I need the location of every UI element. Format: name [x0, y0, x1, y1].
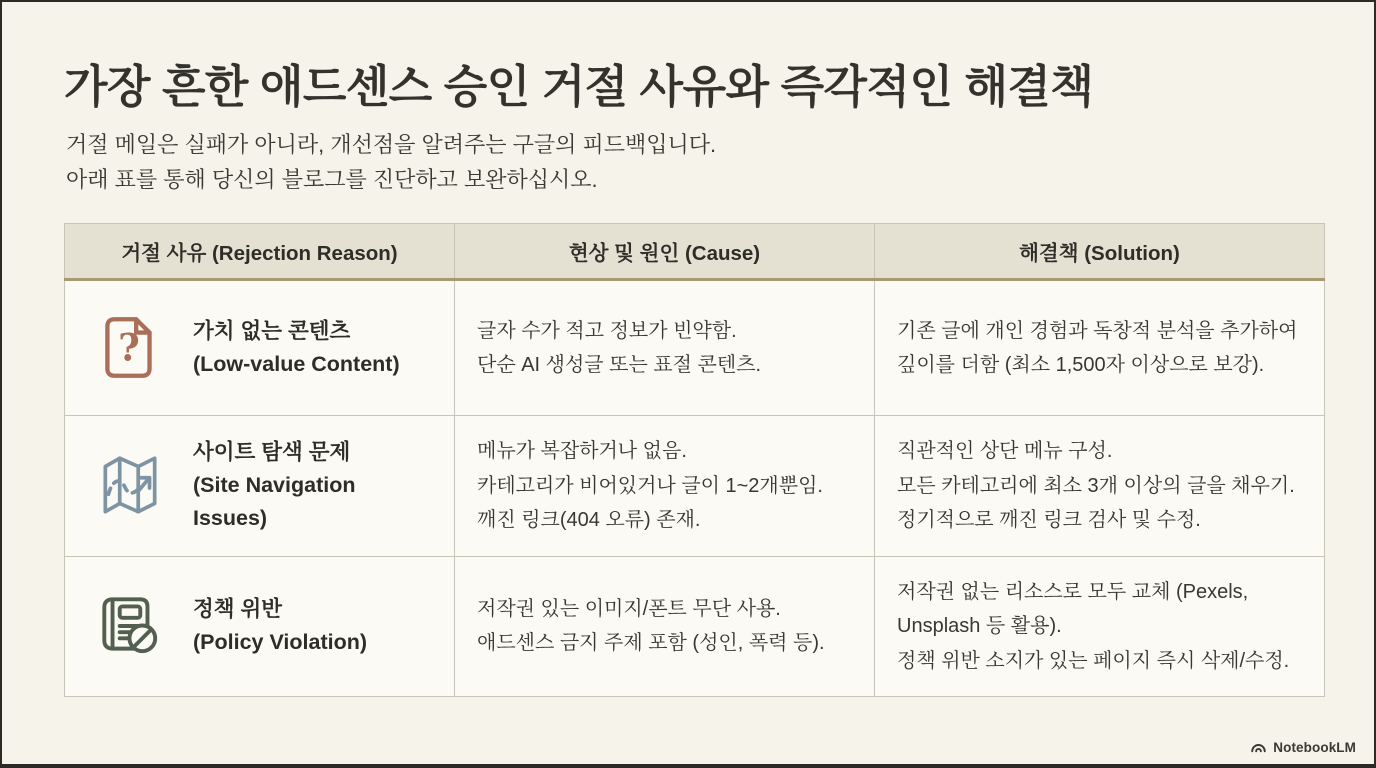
rejection-reasons-table	[64, 223, 1325, 697]
subtitle-line-1: 거절 메일은 실패가 아니라, 개선점을 알려주는 구글의 피드백입니다.	[66, 132, 717, 158]
reason-label	[193, 315, 400, 381]
reason-label	[193, 436, 432, 535]
map-icon	[91, 449, 169, 523]
page-title: 가장 흔한 애드센스 승인 거절 사유와 즉각적인 해결책	[64, 61, 1094, 112]
solution-line: 기존 글에 개인 경험과 독창적 분석을 추가하여 깊이를 더함 (최소 1,500자 이상으로 보강).	[897, 319, 1298, 377]
reason-label-ko: 정책 위반	[193, 597, 283, 622]
cause-line: 애드센스 금지 주제 포함 (성인, 폭력 등).	[477, 632, 825, 655]
notebooklm-logo-icon	[1250, 740, 1267, 755]
header-cause: 현상 및 원인 (Cause)	[455, 224, 875, 280]
cause-line: 메뉴가 복잡하거나 없음.	[477, 440, 687, 463]
reason-label-ko: 가치 없는 콘텐츠	[193, 319, 351, 344]
notebooklm-watermark	[1250, 740, 1356, 755]
solution-cell	[875, 416, 1325, 557]
cause-cell	[455, 416, 875, 557]
solution-line: 저작권 없는 리소스로 모두 교체 (Pexels, Unsplash 등 활용).	[897, 580, 1249, 638]
table-row-policy-violation	[65, 556, 1325, 697]
solution-cell	[875, 556, 1325, 697]
reason-label	[193, 593, 367, 659]
header-rejection-reason: 거절 사유 (Rejection Reason)	[65, 224, 455, 280]
subtitle-line-2: 아래 표를 통해 당신의 블로그를 진단하고 보완하십시오.	[66, 167, 598, 193]
svg-text:?: ?	[118, 325, 140, 370]
cause-line: 카테고리가 비어있거나 글이 1~2개뿐임.	[477, 474, 823, 497]
cause-line: 글자 수가 적고 정보가 빈약함.	[477, 319, 737, 342]
table-row-site-navigation	[65, 416, 1325, 557]
cause-line: 깨진 링크(404 오류) 존재.	[477, 509, 701, 532]
solution-line: 직관적인 상단 메뉴 구성.	[897, 440, 1113, 463]
cause-cell	[455, 280, 875, 416]
table-row-low-value-content	[65, 280, 1325, 416]
reason-label-en: (Policy Violation)	[193, 630, 368, 655]
reason-label-ko: 사이트 탐색 문제	[193, 440, 351, 465]
notebooklm-label: NotebookLM	[1273, 740, 1356, 755]
solution-line: 정기적으로 깨진 링크 검사 및 수정.	[897, 509, 1201, 532]
document-question-icon	[91, 311, 169, 385]
solution-line: 모든 카테고리에 최소 3개 이상의 글을 채우기.	[897, 474, 1295, 497]
cause-line: 단순 AI 생성글 또는 표절 콘텐츠.	[477, 354, 762, 377]
reason-label-en: (Low-value Content)	[193, 352, 400, 377]
page-subtitle	[66, 127, 1314, 197]
solution-line: 정책 위반 소지가 있는 페이지 즉시 삭제/수정.	[897, 649, 1290, 672]
solution-cell	[875, 280, 1325, 416]
cause-cell	[455, 556, 875, 697]
cause-line: 저작권 있는 이미지/폰트 무단 사용.	[477, 597, 781, 620]
table-header-row	[65, 224, 1325, 280]
newspaper-prohibited-icon	[91, 589, 169, 663]
reason-label-en: (Site Navigation Issues)	[193, 473, 356, 531]
header-solution: 해결책 (Solution)	[875, 224, 1325, 280]
